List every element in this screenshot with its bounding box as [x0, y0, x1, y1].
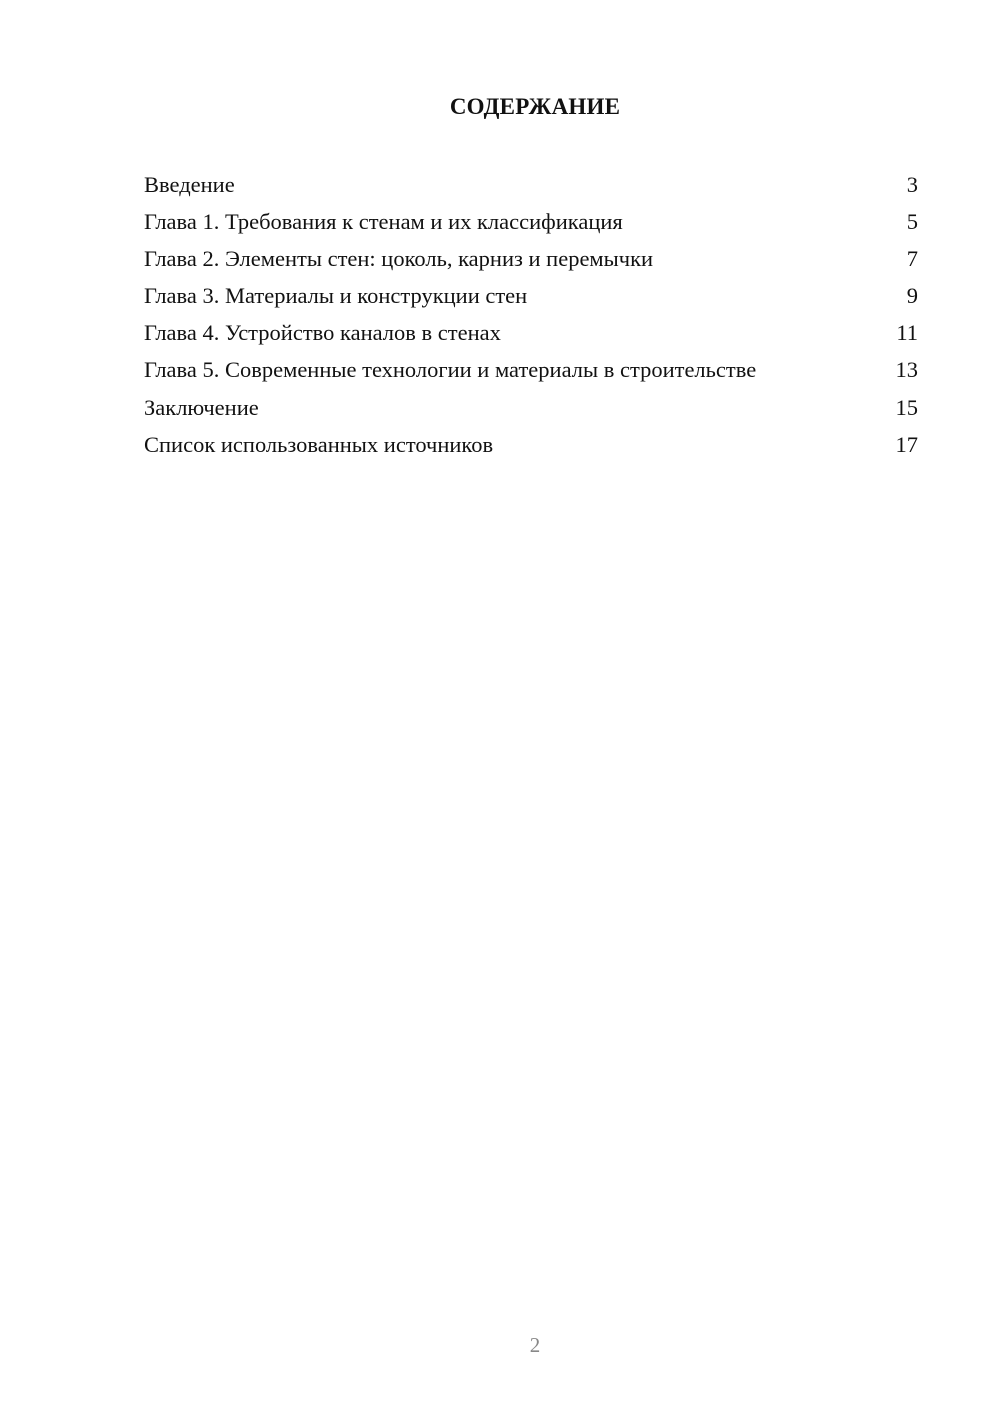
toc-entry-introduction — [144, 170, 918, 207]
toc-entry-chapter-3 — [144, 281, 918, 318]
toc-entry-chapter-4 — [144, 318, 918, 355]
toc-entry-text: Глава 3. Материалы и конструкции стен — [144, 283, 528, 309]
toc-entry-page: 13 — [895, 357, 918, 383]
toc-entry-references — [144, 430, 918, 467]
toc-entry-page: 3 — [906, 172, 918, 197]
toc-entry-chapter-1 — [144, 207, 918, 244]
toc-entry-text: Глава 2. Элементы стен: цоколь, карниз и перемычки — [144, 246, 654, 272]
toc-entry-text: Список использованных источников — [144, 431, 494, 457]
toc-entry-text: Глава 1. Требования к стенам и их классификация — [144, 209, 623, 235]
toc-entry-text: Введение — [144, 172, 235, 197]
toc-entry-page: 11 — [896, 320, 918, 346]
page-number: 2 — [529, 1333, 541, 1357]
toc-entry-text: Глава 5. Современные технологии и материалы в строительстве — [144, 357, 757, 383]
toc-entry-page: 7 — [906, 246, 918, 272]
toc-entry-text: Глава 4. Устройство каналов в стенах — [144, 320, 501, 346]
toc-title: СОДЕРЖАНИЕ — [449, 94, 621, 119]
toc-entry-page: 9 — [906, 283, 918, 309]
toc-entry-conclusion — [144, 393, 918, 430]
toc-entry-chapter-5 — [144, 355, 918, 392]
toc-list — [144, 170, 918, 467]
toc-entry-page: 17 — [895, 431, 918, 457]
toc-entry-chapter-2 — [144, 244, 918, 281]
toc-entry-page: 15 — [895, 394, 918, 420]
toc-entry-page: 5 — [906, 209, 918, 235]
toc-entry-text: Заключение — [144, 394, 259, 420]
